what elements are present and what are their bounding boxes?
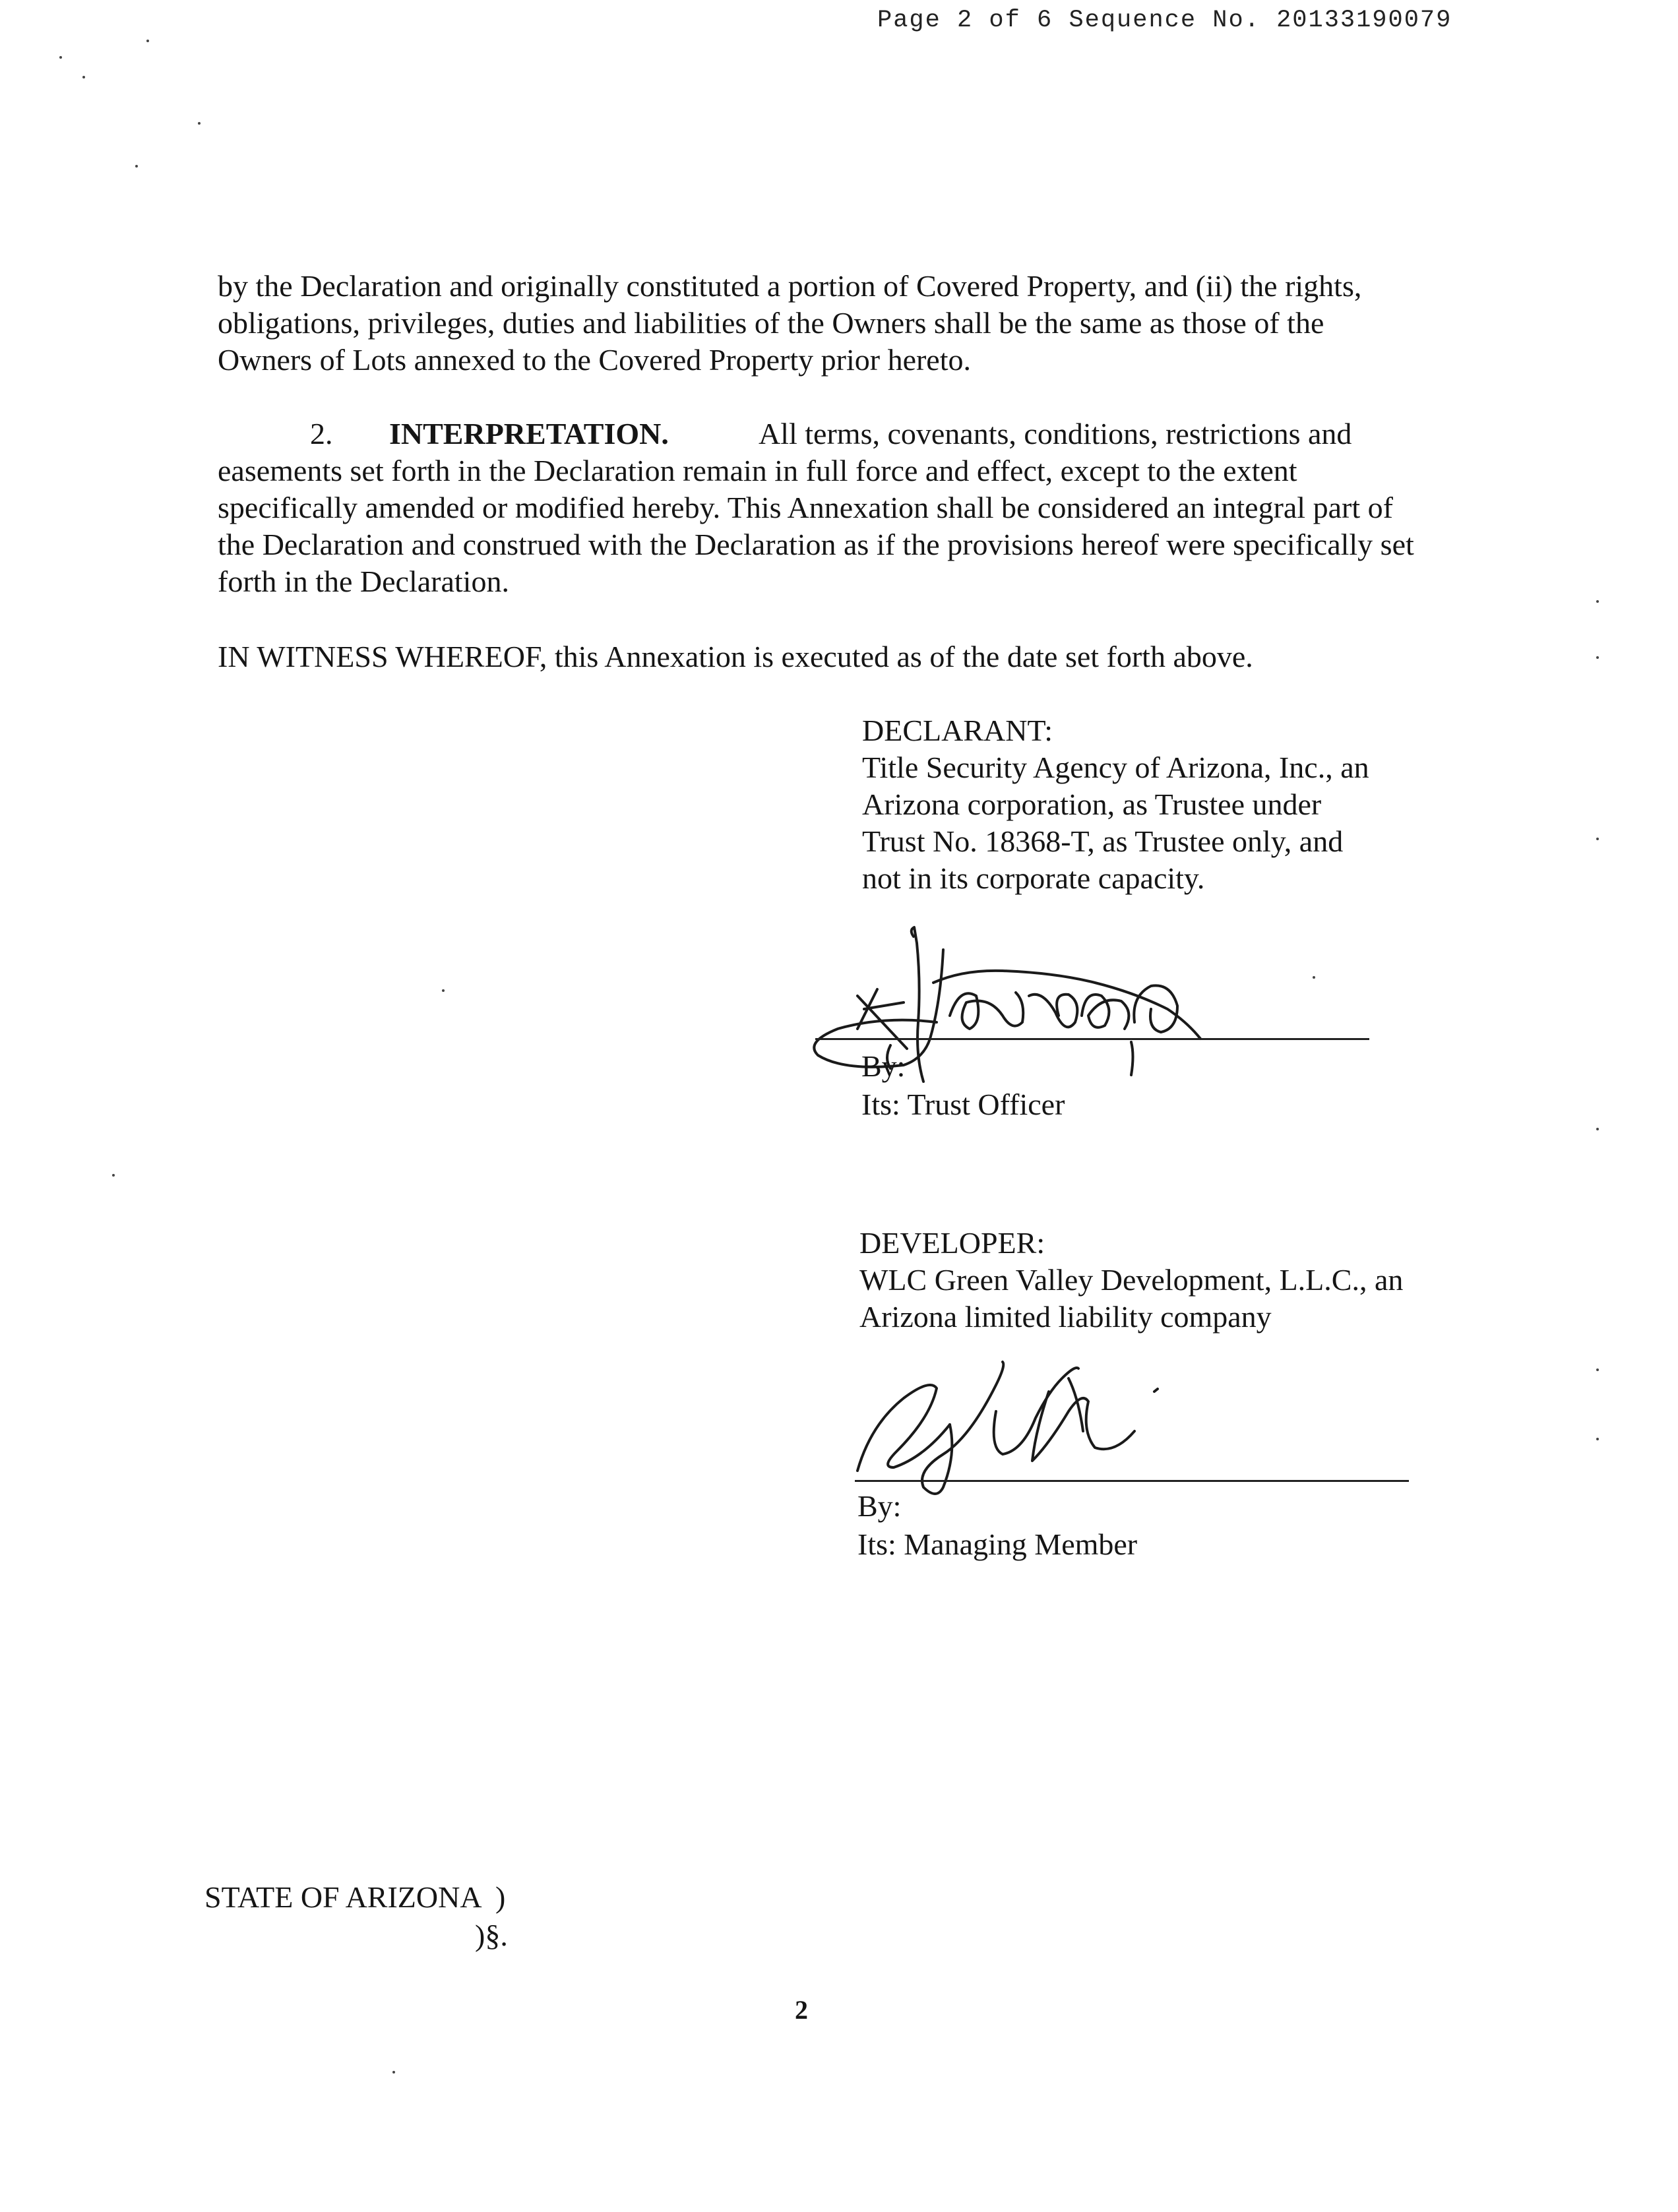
paragraph-interpretation	[218, 415, 1418, 600]
declarant-line-4: not in its corporate capacity.	[862, 861, 1205, 895]
declarant-label: DECLARANT:	[862, 714, 1053, 747]
developer-line-2: Arizona limited liability company	[859, 1300, 1272, 1334]
developer-line-1: WLC Green Valley Development, L.L.C., an	[859, 1263, 1404, 1297]
scan-speck	[112, 1174, 115, 1177]
scan-speck	[1596, 838, 1599, 840]
developer-label: DEVELOPER:	[859, 1226, 1045, 1260]
scan-speck	[392, 2071, 395, 2074]
declarant-line-2: Arizona corporation, as Trustee under	[862, 787, 1322, 821]
developer-block	[859, 1225, 1453, 1336]
scan-speck	[59, 56, 62, 59]
state-line: STATE OF ARIZONA )	[204, 1880, 506, 1914]
witness-clause: IN WITNESS WHEREOF, this Annexation is executed as of the date set forth above.	[218, 640, 1253, 673]
declarant-line-1: Title Security Agency of Arizona, Inc., an	[862, 751, 1369, 784]
scan-speck	[82, 76, 85, 78]
page-number: 2	[795, 1995, 808, 2025]
developer-its: Its: Managing Member	[857, 1527, 1138, 1561]
scan-speck	[1596, 1438, 1599, 1440]
section-text: All terms, covenants, conditions, restrictions and easements set forth in the Declaration remain in full force and effect, except to the extent specifically amended or modified hereby. This Annexation shall be considered an integral part of the Declaration and construed with the Declaration as if the provisions hereof were specifically set forth in the Declaration.	[218, 417, 1414, 598]
declarant-block	[862, 712, 1456, 897]
scan-speck	[146, 40, 149, 42]
developer-signature-line	[855, 1480, 1409, 1482]
scan-speck	[1313, 976, 1315, 979]
section-heading: INTERPRETATION.	[389, 417, 669, 450]
section-number: 2.	[310, 417, 333, 450]
declarant-by: By:	[861, 1049, 906, 1083]
scan-speck	[442, 989, 445, 992]
section-symbol-line: )§.	[475, 1919, 508, 1952]
notary-venue	[204, 1878, 508, 1955]
declarant-signatory	[861, 1047, 1065, 1124]
developer-signatory	[857, 1487, 1137, 1564]
scan-speck	[1596, 1368, 1599, 1371]
scan-speck	[135, 165, 138, 168]
page-header: Page 2 of 6 Sequence No. 20133190079	[877, 7, 1452, 34]
developer-by: By:	[857, 1489, 902, 1523]
scan-speck	[1596, 600, 1599, 603]
scan-speck	[1596, 1128, 1599, 1130]
declarant-its: Its: Trust Officer	[861, 1088, 1065, 1121]
declarant-line-3: Trust No. 18368-T, as Trustee only, and	[862, 824, 1344, 858]
scan-speck	[1596, 656, 1599, 659]
declarant-signature-line	[815, 1038, 1369, 1040]
developer-signature	[851, 1339, 1194, 1510]
paragraph-continuation: by the Declaration and originally constituted a portion of Covered Property, and (ii) the rights, obligations, privileges, duties and liabilities of the Owners shall be the same as those of the Owners of Lots annexed to the Covered Property prior hereto.	[218, 269, 1362, 377]
scan-speck	[198, 122, 201, 125]
